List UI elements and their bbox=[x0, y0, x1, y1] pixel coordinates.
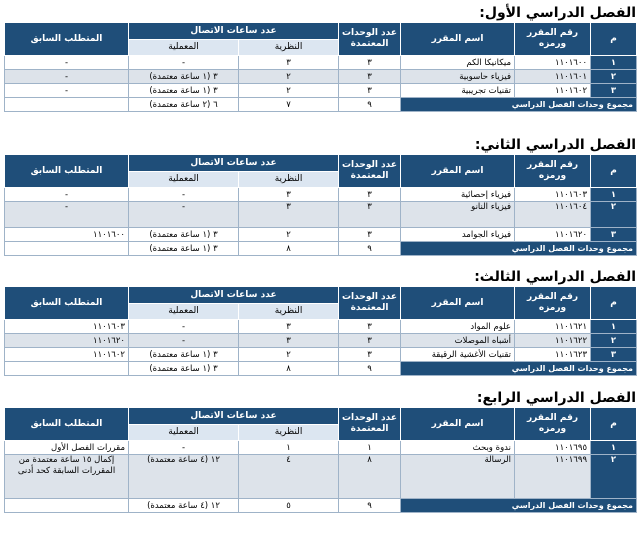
col-theory: النظرية bbox=[239, 172, 339, 188]
total-lab: ٣ (١ ساعة معتمدة) bbox=[129, 362, 239, 376]
course-units: ٣ bbox=[339, 70, 401, 84]
theory-hours: ٣ bbox=[239, 202, 339, 228]
lab-hours: ٣ (١ ساعة معتمدة) bbox=[129, 84, 239, 98]
prerequisite: إكمال ١٥ ساعة معتمدة من المقررات السابقة كحد أدنى bbox=[5, 455, 129, 499]
table-row bbox=[5, 188, 637, 202]
total-units: ٩ bbox=[339, 362, 401, 376]
row-number: ٢ bbox=[591, 70, 637, 84]
total-label: مجموع وحدات الفصل الدراسي bbox=[401, 362, 637, 376]
lab-hours: ٣ (١ ساعة معتمدة) bbox=[129, 348, 239, 362]
total-theory: ٨ bbox=[239, 242, 339, 256]
col-units: عدد الوحدات المعتمدة bbox=[339, 408, 401, 441]
theory-hours: ٣ bbox=[239, 334, 339, 348]
col-m: م bbox=[591, 287, 637, 320]
prerequisite: ١١٠١٦٠٣ bbox=[5, 320, 129, 334]
course-code: ١١٠١٦٢٢ bbox=[515, 334, 591, 348]
prerequisite: - bbox=[5, 202, 129, 228]
col-name: اسم المقرر bbox=[401, 287, 515, 320]
total-row bbox=[5, 242, 637, 256]
prerequisite: - bbox=[5, 84, 129, 98]
total-units: ٩ bbox=[339, 499, 401, 513]
row-number: ٢ bbox=[591, 455, 637, 499]
row-number: ١ bbox=[591, 56, 637, 70]
total-units: ٩ bbox=[339, 98, 401, 112]
col-theory: النظرية bbox=[239, 40, 339, 56]
row-number: ٣ bbox=[591, 348, 637, 362]
semester-table bbox=[4, 22, 637, 112]
course-code: ١١٠١٦٩٩ bbox=[515, 455, 591, 499]
col-m: م bbox=[591, 23, 637, 56]
course-code: ١١٠١٦٠٤ bbox=[515, 202, 591, 228]
col-lab: المعملية bbox=[129, 425, 239, 441]
theory-hours: ٢ bbox=[239, 70, 339, 84]
total-lab: ١٢ (٤ ساعة معتمدة) bbox=[129, 499, 239, 513]
table-row bbox=[5, 334, 637, 348]
table-row bbox=[5, 202, 637, 228]
lab-hours: ٣ (١ ساعة معتمدة) bbox=[129, 70, 239, 84]
col-prereq: المتطلب السابق bbox=[5, 408, 129, 441]
total-theory: ٥ bbox=[239, 499, 339, 513]
total-theory: ٧ bbox=[239, 98, 339, 112]
col-theory: النظرية bbox=[239, 425, 339, 441]
semester-3 bbox=[4, 268, 636, 376]
prerequisite: - bbox=[5, 70, 129, 84]
col-prereq: المتطلب السابق bbox=[5, 23, 129, 56]
row-number: ٢ bbox=[591, 202, 637, 228]
total-prereq-empty bbox=[5, 98, 129, 112]
prerequisite: ١١٠١٦٢٠ bbox=[5, 334, 129, 348]
course-name: ميكانيكا الكم bbox=[401, 56, 515, 70]
course-name: ندوة وبحث bbox=[401, 441, 515, 455]
semester-table bbox=[4, 154, 637, 256]
course-name: فيزياء حاسوبية bbox=[401, 70, 515, 84]
col-code: رقم المقرر ورمزه bbox=[515, 408, 591, 441]
theory-hours: ٢ bbox=[239, 84, 339, 98]
course-code: ١١٠١٦٩٥ bbox=[515, 441, 591, 455]
total-row bbox=[5, 98, 637, 112]
course-name: تقنيات الأغشية الرقيقة bbox=[401, 348, 515, 362]
course-code: ١١٠١٦٢١ bbox=[515, 320, 591, 334]
col-code: رقم المقرر ورمزه bbox=[515, 287, 591, 320]
course-code: ١١٠١٦٢٣ bbox=[515, 348, 591, 362]
lab-hours: - bbox=[129, 202, 239, 228]
semester-title: الفصل الدراسي الثالث: bbox=[474, 269, 636, 285]
table-row bbox=[5, 455, 637, 499]
total-row bbox=[5, 362, 637, 376]
row-number: ١ bbox=[591, 320, 637, 334]
prerequisite: ١١٠١٦٠٠ bbox=[5, 228, 129, 242]
theory-hours: ١ bbox=[239, 441, 339, 455]
table-row bbox=[5, 56, 637, 70]
col-name: اسم المقرر bbox=[401, 23, 515, 56]
total-label: مجموع وحدات الفصل الدراسي bbox=[401, 499, 637, 513]
col-name: اسم المقرر bbox=[401, 155, 515, 188]
semester-2 bbox=[4, 136, 636, 256]
total-label: مجموع وحدات الفصل الدراسي bbox=[401, 242, 637, 256]
course-units: ٣ bbox=[339, 320, 401, 334]
table-row bbox=[5, 228, 637, 242]
prerequisite: - bbox=[5, 188, 129, 202]
row-number: ٢ bbox=[591, 334, 637, 348]
course-code: ١١٠١٦٠٠ bbox=[515, 56, 591, 70]
course-code: ١١٠١٦٠١ bbox=[515, 70, 591, 84]
col-units: عدد الوحدات المعتمدة bbox=[339, 287, 401, 320]
course-code: ١١٠١٦٠٢ bbox=[515, 84, 591, 98]
semester-table bbox=[4, 407, 637, 513]
total-row bbox=[5, 499, 637, 513]
col-units: عدد الوحدات المعتمدة bbox=[339, 23, 401, 56]
col-code: رقم المقرر ورمزه bbox=[515, 155, 591, 188]
course-name: الرسالة bbox=[401, 455, 515, 499]
theory-hours: ٣ bbox=[239, 188, 339, 202]
course-code: ١١٠١٦٠٣ bbox=[515, 188, 591, 202]
total-lab: ٣ (١ ساعة معتمدة) bbox=[129, 242, 239, 256]
prerequisite: ١١٠١٦٠٢ bbox=[5, 348, 129, 362]
col-units: عدد الوحدات المعتمدة bbox=[339, 155, 401, 188]
lab-hours: - bbox=[129, 56, 239, 70]
semester-title: الفصل الدراسي الثاني: bbox=[474, 137, 636, 153]
course-units: ٣ bbox=[339, 228, 401, 242]
course-units: ٣ bbox=[339, 188, 401, 202]
theory-hours: ٢ bbox=[239, 228, 339, 242]
course-units: ٣ bbox=[339, 334, 401, 348]
course-units: ٨ bbox=[339, 455, 401, 499]
course-name: تقنيات تجريبية bbox=[401, 84, 515, 98]
col-code: رقم المقرر ورمزه bbox=[515, 23, 591, 56]
lab-hours: - bbox=[129, 441, 239, 455]
col-contact: عدد ساعات الاتصال bbox=[129, 408, 339, 425]
semester-1 bbox=[4, 4, 636, 112]
total-prereq-empty bbox=[5, 242, 129, 256]
total-lab: ٦ (٢ ساعة معتمدة) bbox=[129, 98, 239, 112]
table-row bbox=[5, 320, 637, 334]
lab-hours: - bbox=[129, 334, 239, 348]
course-name: علوم المواد bbox=[401, 320, 515, 334]
course-units: ٣ bbox=[339, 84, 401, 98]
col-contact: عدد ساعات الاتصال bbox=[129, 287, 339, 304]
theory-hours: ٤ bbox=[239, 455, 339, 499]
course-name: فيزياء إحصائية bbox=[401, 188, 515, 202]
lab-hours: - bbox=[129, 188, 239, 202]
prerequisite: مقررات الفصل الأول bbox=[5, 441, 129, 455]
table-row bbox=[5, 441, 637, 455]
col-lab: المعملية bbox=[129, 172, 239, 188]
total-prereq-empty bbox=[5, 362, 129, 376]
prerequisite: - bbox=[5, 56, 129, 70]
table-row bbox=[5, 84, 637, 98]
row-number: ١ bbox=[591, 441, 637, 455]
theory-hours: ٢ bbox=[239, 348, 339, 362]
course-name: أشباه الموصلات bbox=[401, 334, 515, 348]
row-number: ٣ bbox=[591, 84, 637, 98]
course-units: ٣ bbox=[339, 348, 401, 362]
lab-hours: ١٢ (٤ ساعة معتمدة) bbox=[129, 455, 239, 499]
semester-4 bbox=[4, 389, 636, 513]
row-number: ٣ bbox=[591, 228, 637, 242]
col-contact: عدد ساعات الاتصال bbox=[129, 155, 339, 172]
semester-table bbox=[4, 286, 637, 376]
theory-hours: ٣ bbox=[239, 320, 339, 334]
course-name: فيزياء النانو bbox=[401, 202, 515, 228]
col-name: اسم المقرر bbox=[401, 408, 515, 441]
col-theory: النظرية bbox=[239, 304, 339, 320]
lab-hours: - bbox=[129, 320, 239, 334]
course-code: ١١٠١٦٢٠ bbox=[515, 228, 591, 242]
table-row bbox=[5, 348, 637, 362]
total-label: مجموع وحدات الفصل الدراسي bbox=[401, 98, 637, 112]
course-units: ٣ bbox=[339, 202, 401, 228]
theory-hours: ٣ bbox=[239, 56, 339, 70]
semester-title: الفصل الدراسي الرابع: bbox=[476, 390, 636, 406]
course-units: ٣ bbox=[339, 56, 401, 70]
col-contact: عدد ساعات الاتصال bbox=[129, 23, 339, 40]
col-prereq: المتطلب السابق bbox=[5, 287, 129, 320]
total-prereq-empty bbox=[5, 499, 129, 513]
table-row bbox=[5, 70, 637, 84]
col-m: م bbox=[591, 408, 637, 441]
semester-title: الفصل الدراسي الأول: bbox=[479, 5, 636, 21]
total-units: ٩ bbox=[339, 242, 401, 256]
col-lab: المعملية bbox=[129, 40, 239, 56]
col-m: م bbox=[591, 155, 637, 188]
row-number: ١ bbox=[591, 188, 637, 202]
col-prereq: المتطلب السابق bbox=[5, 155, 129, 188]
col-lab: المعملية bbox=[129, 304, 239, 320]
course-units: ١ bbox=[339, 441, 401, 455]
lab-hours: ٣ (١ ساعة معتمدة) bbox=[129, 228, 239, 242]
total-theory: ٨ bbox=[239, 362, 339, 376]
course-name: فيزياء الجوامد bbox=[401, 228, 515, 242]
